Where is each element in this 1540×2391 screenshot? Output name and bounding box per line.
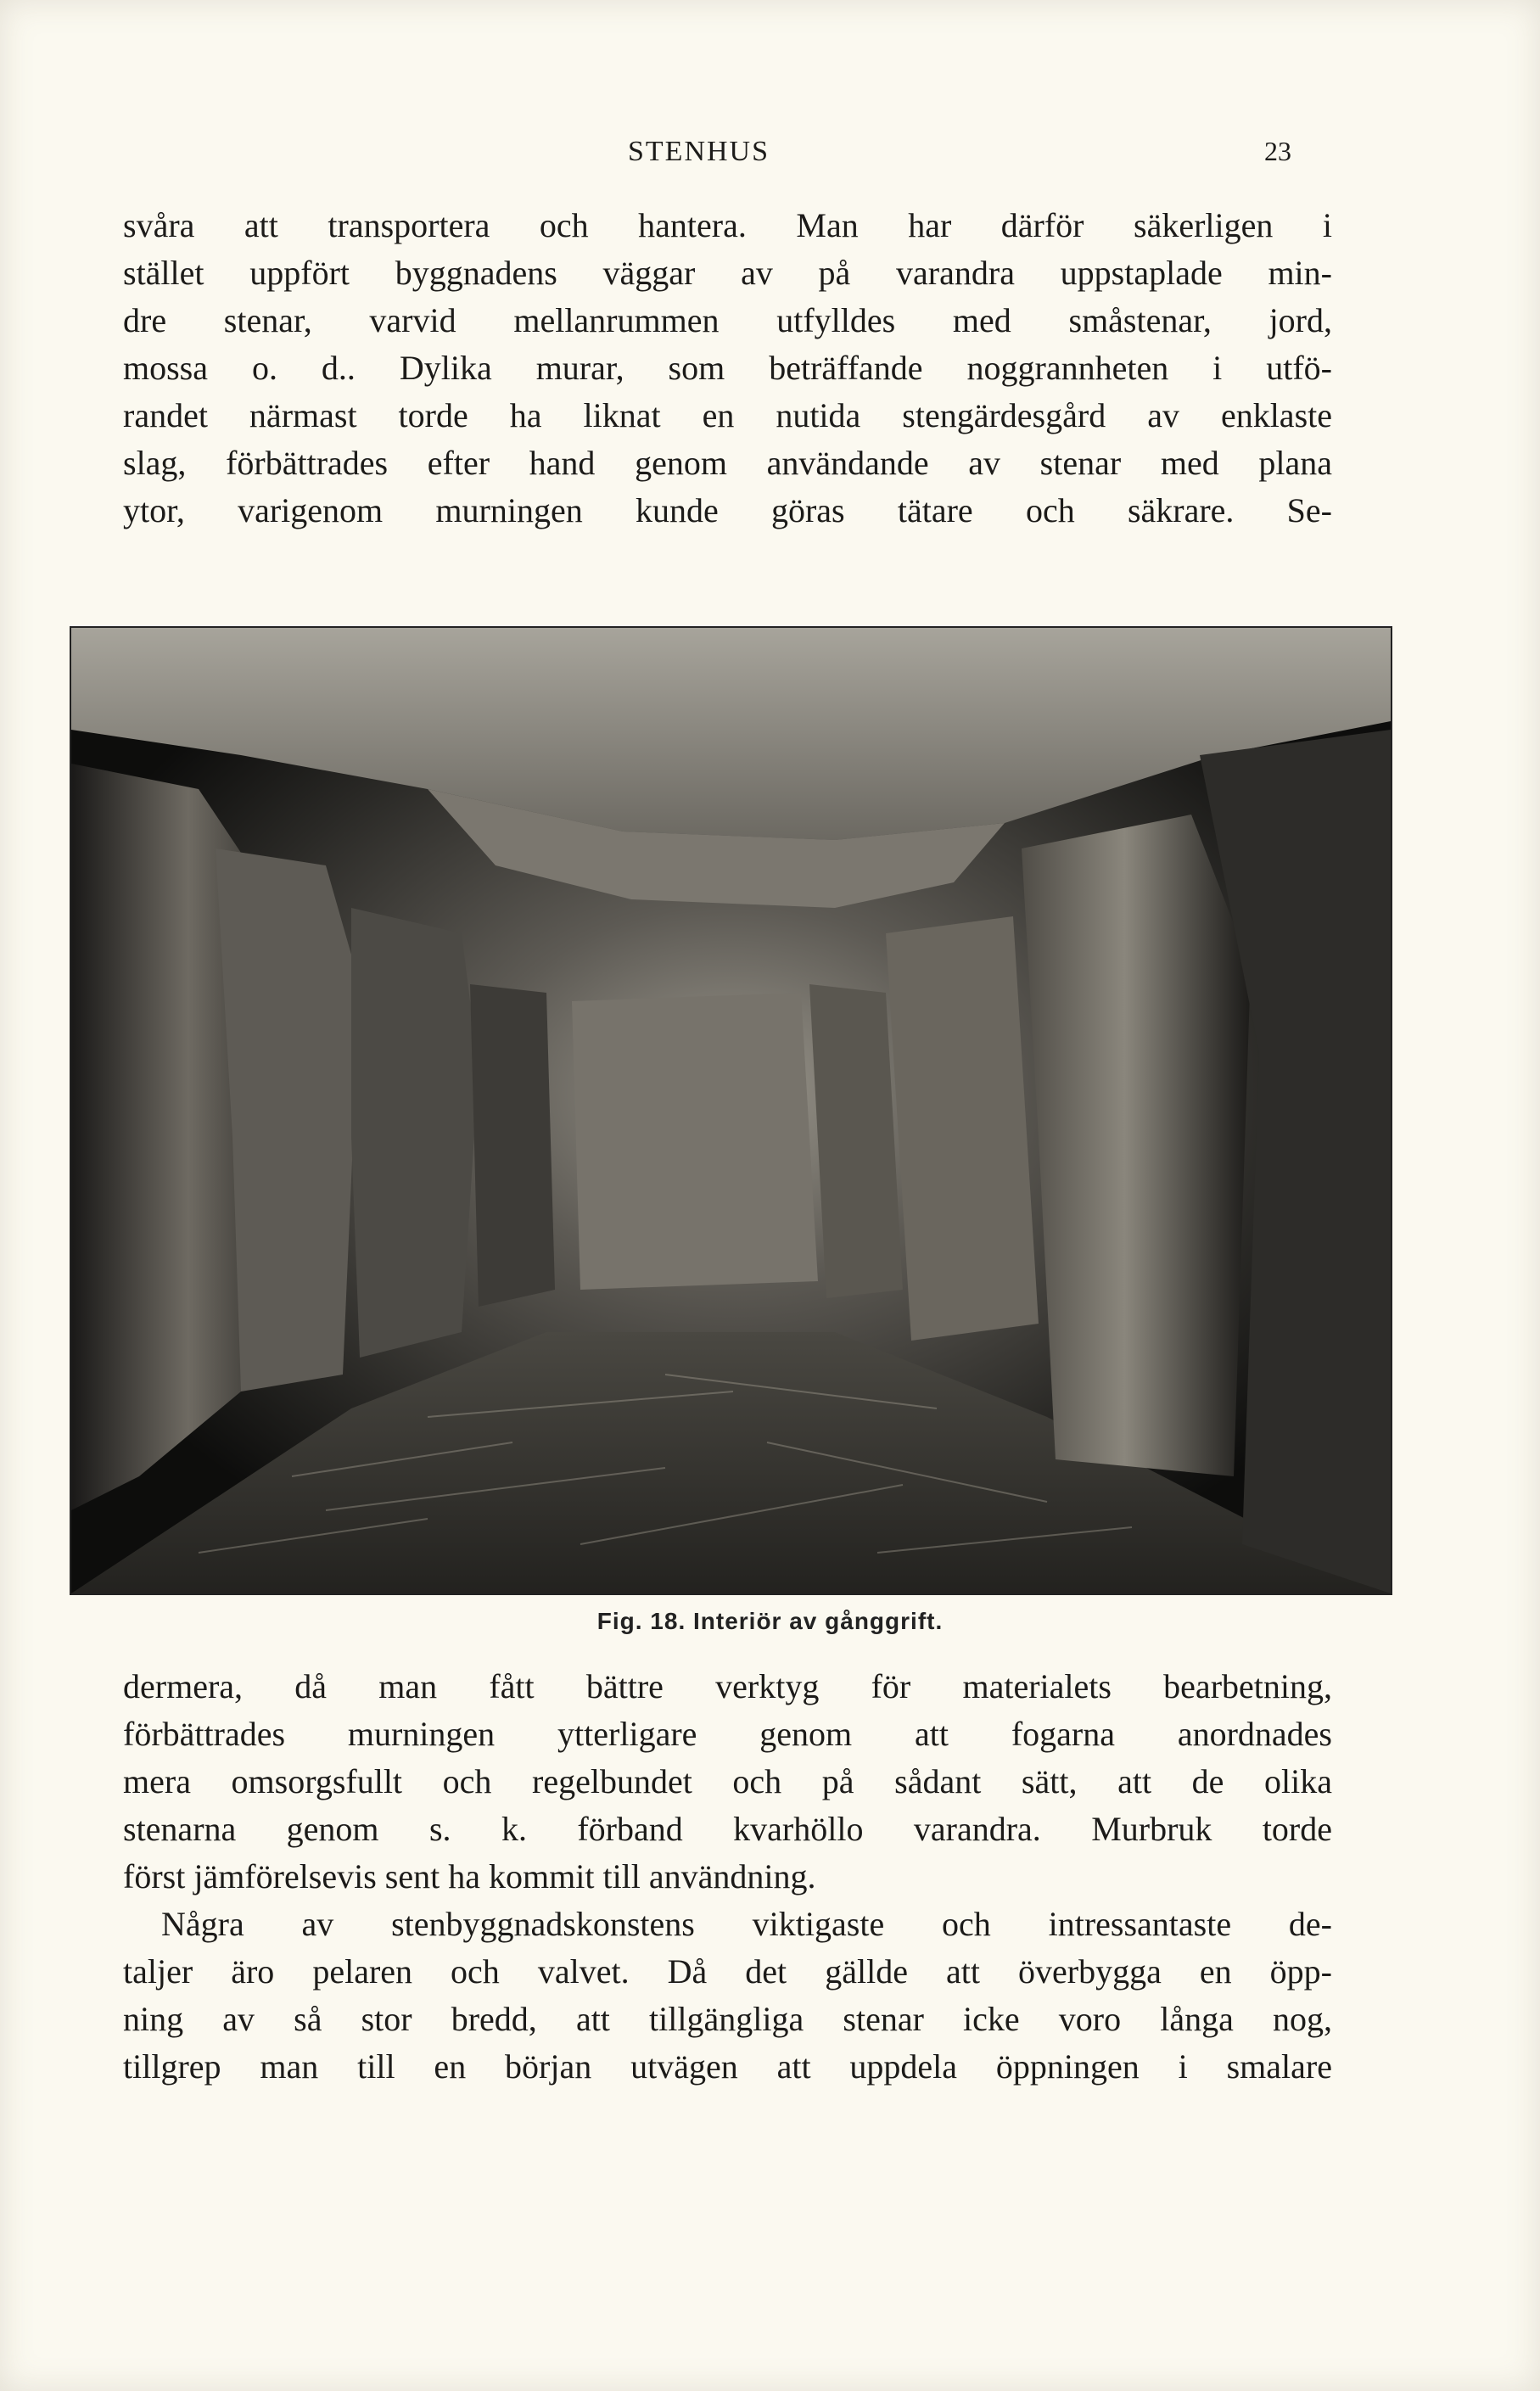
text-line: tillgrep man till en början utvägen att uppdela öppningen i smalare <box>123 2047 1332 2086</box>
text-line: svåra att transportera och hantera. Man har därför säkerligen i <box>123 206 1332 244</box>
figure-photo-passage-grave-interior <box>70 626 1392 1595</box>
text-line: mossa o. d.. Dylika murar, som beträffande noggrannheten i utfö- <box>123 349 1332 387</box>
running-title: STENHUS <box>628 136 770 167</box>
text-line: Några av stenbyggnadskonstens viktigaste och intressantaste de- <box>161 1905 1332 1943</box>
paragraph-top <box>123 202 1332 535</box>
paragraph-bottom <box>123 1663 1332 2091</box>
text-line: taljer äro pelaren och valvet. Då det gällde att överbygga en öpp- <box>123 1952 1332 1991</box>
page-number: 23 <box>1264 136 1291 166</box>
text-line: dre stenar, varvid mellanrummen utfylldes med småstenar, jord, <box>123 301 1332 339</box>
text-line: dermera, då man fått bättre verktyg för materialets bearbetning, <box>123 1667 1332 1705</box>
figure-caption: Fig. 18. Interiör av gånggrift. <box>596 1608 944 1634</box>
text-line: stället uppfört byggnadens väggar av på varandra uppstaplade min- <box>123 254 1332 292</box>
text-line: mera omsorgsfullt och regelbundet och på sådant sätt, att de olika <box>123 1762 1332 1800</box>
text-line: förbättrades murningen ytterligare genom att fogarna anordnades <box>123 1715 1332 1753</box>
photo-illustration <box>71 628 1391 1593</box>
text-line: först jämförelsevis sent ha kommit till användning. <box>123 1857 816 1895</box>
running-head <box>0 136 1540 178</box>
text-line: randet närmast torde ha liknat en nutida stengärdesgård av enklaste <box>123 396 1332 434</box>
text-line: stenarna genom s. k. förband kvarhöllo varandra. Murbruk torde <box>123 1810 1332 1848</box>
text-line: ytor, varigenom murningen kunde göras tätare och säkrare. Se- <box>123 491 1332 529</box>
text-line: ning av så stor bredd, att tillgängliga stenar icke voro långa nog, <box>123 2000 1332 2038</box>
text-line: slag, förbättrades efter hand genom användande av stenar med plana <box>123 444 1332 482</box>
